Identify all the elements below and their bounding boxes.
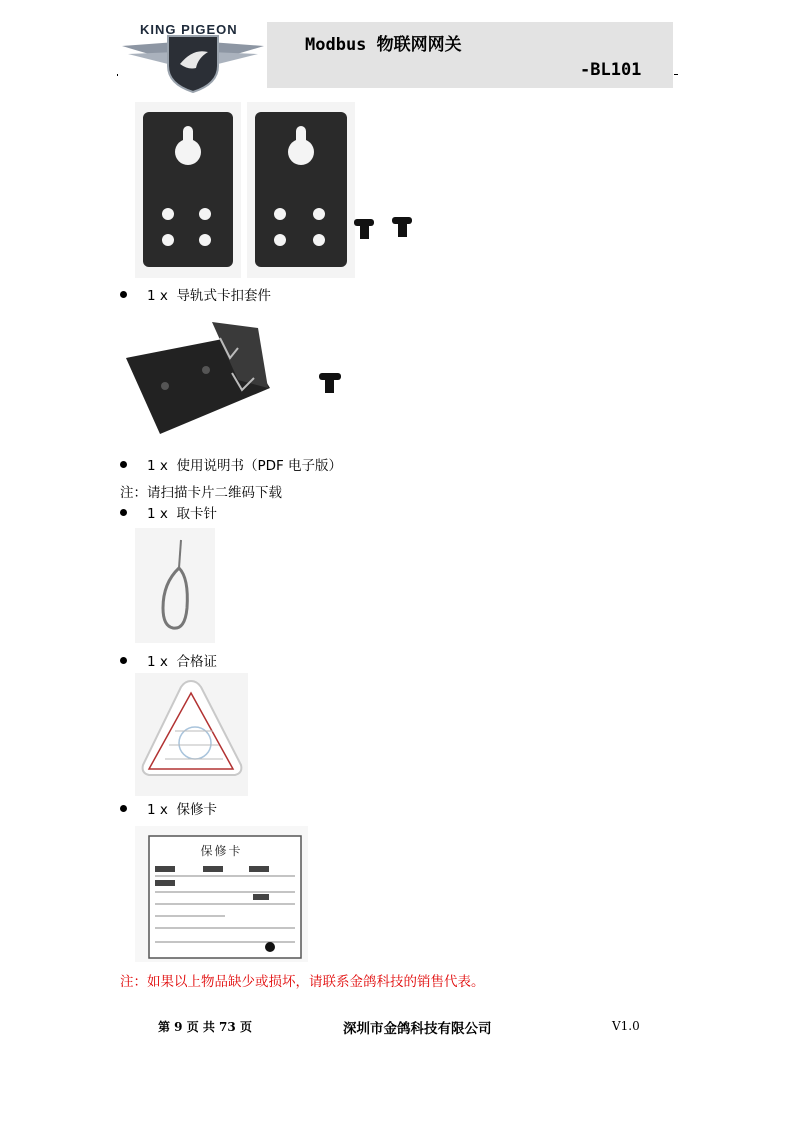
manual-download-note: 注：请扫描卡片二维码下载: [120, 485, 282, 501]
screw-icon: [350, 215, 420, 243]
bullet-icon: [120, 461, 127, 468]
footer-company: 深圳市金鸽科技有限公司: [343, 1021, 492, 1037]
document-version: V1.0: [612, 1019, 640, 1033]
brand-name: KING PIGEON: [140, 22, 238, 37]
certificate-photo: [135, 673, 248, 796]
bullet-icon: [120, 657, 127, 664]
product-model: -BL101: [580, 60, 642, 80]
document-title: Modbus 物联网网关: [305, 35, 462, 55]
item-quantity: 1 x: [147, 458, 168, 474]
item-quantity: 1 x: [147, 654, 168, 670]
item-quantity: 1 x: [147, 506, 168, 522]
mounting-plate-image: [135, 102, 241, 278]
missing-items-note: 注：如果以上物品缺少或损坏，请联系金鸽科技的销售代表。: [120, 974, 485, 990]
list-item: [120, 653, 217, 671]
warranty-card-photo: [135, 826, 308, 962]
item-label: 合格证: [176, 654, 217, 670]
certificate-image: [135, 673, 248, 796]
warranty-card-title: 保修卡: [200, 844, 243, 858]
item-label: 使用说明书（PDF 电子版）: [176, 458, 343, 474]
bullet-icon: [120, 291, 127, 298]
mounting-plate-photo-1: [135, 102, 241, 278]
item-label: 保修卡: [176, 802, 217, 818]
din-rail-clip-photo: [120, 318, 270, 440]
mounting-plate-image: [247, 102, 355, 278]
list-item: [120, 505, 217, 523]
screws-image: [350, 215, 420, 243]
screw-icon: [316, 370, 346, 396]
list-item: [120, 801, 217, 819]
header-rule-right: [674, 74, 678, 75]
bullet-icon: [120, 509, 127, 516]
bullet-icon: [120, 805, 127, 812]
list-item: [120, 287, 271, 305]
sim-pin-photo: [135, 528, 215, 643]
item-quantity: 1 x: [147, 288, 168, 304]
item-label: 导轨式卡扣套件: [176, 288, 271, 304]
mounting-plate-photo-2: [247, 102, 355, 278]
header-rule-left: [117, 74, 118, 76]
sim-eject-pin-image: [135, 528, 215, 643]
item-quantity: 1 x: [147, 802, 168, 818]
list-item: [120, 457, 342, 475]
din-rail-clip-image: [120, 318, 270, 440]
screw-image: [316, 370, 346, 396]
item-label: 取卡针: [176, 506, 217, 522]
page-number: 第 9 页 共 73 页: [158, 1020, 252, 1034]
